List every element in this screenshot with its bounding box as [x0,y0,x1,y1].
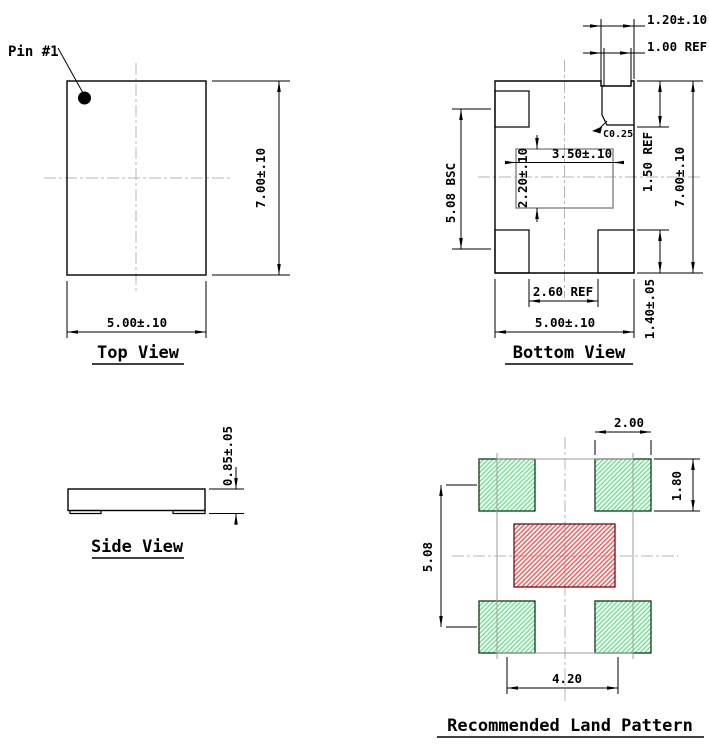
side-view-left-terminal [70,511,101,514]
chamfer-arrow [592,127,602,134]
land-pattern-title: Recommended Land Pattern [447,716,693,736]
pin1-leader-line [58,48,83,93]
land-row-pitch-dim-label: 5.08 [420,541,435,573]
corner-pad-top-right-chamfered [602,86,634,125]
land-thermal-pad [514,524,615,587]
corner-pad-top-left [495,91,529,127]
side-view-title: Side View [90,537,184,557]
pin1-label: Pin #1 [8,44,59,60]
land-pad-top-left [479,459,535,511]
land-pad-bottom-left [479,601,535,653]
corner-pad-bottom-right [598,230,634,273]
pad-width-extension-lines [601,19,634,81]
land-pad-width-dim-label: 2.00 [613,415,645,430]
top-view-width-dim-label: 5.00±.10 [106,315,168,330]
thickness-dim-label: 0.85±.05 [220,425,235,487]
land-col-pitch-dim-label: 4.20 [551,671,583,686]
top-view [8,44,290,364]
bottom-view-width-dim-label: 5.00±.10 [534,315,596,330]
top-view-title: Top View [97,343,179,363]
corner-pad-bottom-left [495,230,529,273]
bottom-view-title: Bottom View [512,343,626,363]
pin1-dot [78,92,91,105]
side-view [68,426,244,558]
chamfer-label: C0.25 [603,129,634,140]
side-view-right-terminal [173,511,205,514]
land-pad-width-extension-lines [595,440,651,455]
land-pad-height-dim-label: 1.80 [669,470,684,502]
bottom-view [443,12,707,364]
bottom-view-height-dim-label: 7.00±.10 [672,146,687,208]
notch-extension-lines [604,48,631,86]
pad-width-dim-label: 1.20±.10 [647,12,708,27]
land-pattern [420,415,704,737]
top-view-height-dim-label: 7.00±.10 [253,147,268,209]
bottom-pad-depth-dim-label: 1.40±.05 [642,278,657,340]
center-pad-height-dim-label: 2.20±.10 [515,147,530,209]
land-pad-top-right [595,459,651,511]
pad-gap-dim-label: 2.60 REF [532,284,594,299]
pad-pitch-dim-label: 5.08 BSC [443,162,458,224]
land-pad-bottom-right [595,601,651,653]
center-pad-width-dim-label: 3.50±.10 [551,146,613,161]
side-view-body [68,489,205,511]
notch-dim-label: 1.00 REF [647,39,708,54]
top-pad-depth-dim-label: 1.50 REF [640,131,655,193]
thickness-extension-lines [209,489,244,514]
